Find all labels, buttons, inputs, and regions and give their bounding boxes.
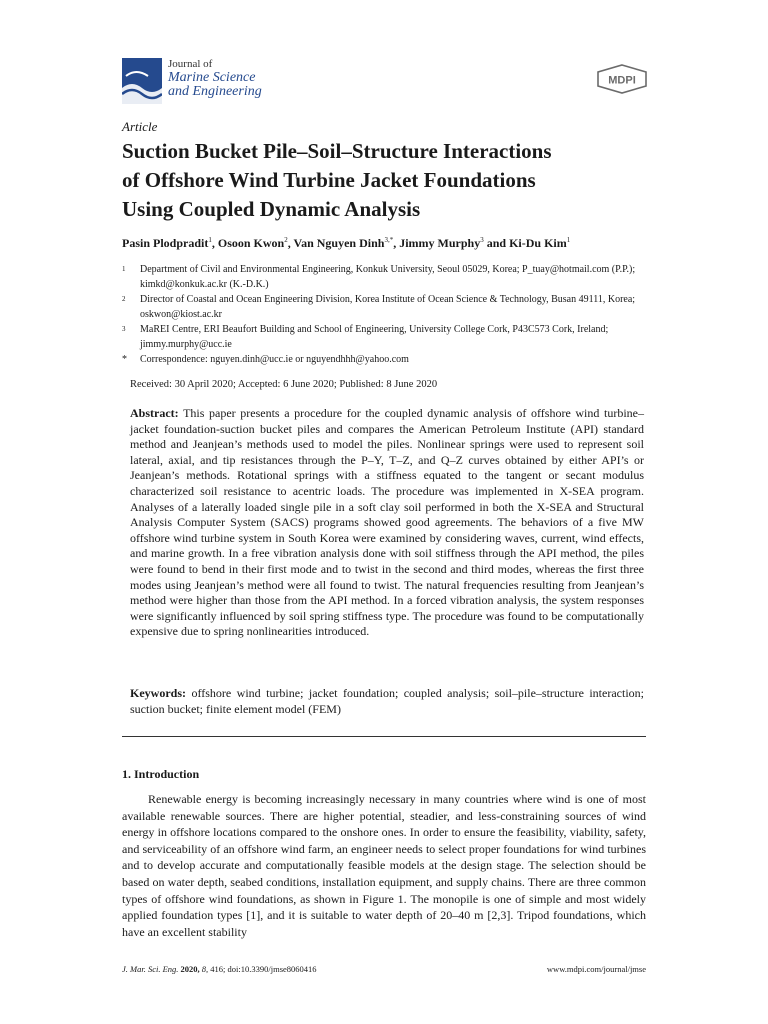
journal-name-line2: and Engineering: [168, 84, 262, 99]
author-name[interactable]: Ki-Du Kim: [509, 236, 567, 250]
introduction-paragraph: Renewable energy is becoming increasingly necessary in many countries where wind is one of most available renewable sources. There are higher potential, steadier, and less-constraining sources of wind energy in offshore locations compared to the onshore ones. In order to ensure the feasibility, viability, safety, and serviceability of an offshore wind farm, an engineer needs to select proper foundations for wind turbines and to develop accurate and computationally feasible models at the design stage. The selection should be based on water depth, seabed conditions, installation equipment, and supply chains. There are three common types of offshore wind foundations, as shown in Figure 1. The monopile is one of simple and most widely applied foundation types [1], and it is suitable to water depth of 20–40 m [2,3]. Tripod foundations, which have an excellent stability: [122, 792, 646, 939]
journal-of-text: Journal of: [168, 58, 213, 70]
author-affiliation-mark: 3: [480, 236, 484, 244]
keywords: [130, 686, 644, 717]
section-heading-introduction: 1. Introduction: [122, 767, 200, 781]
affiliation-item: [122, 292, 652, 322]
affiliation-text: Department of Civil and Environmental Engineering, Konkuk University, Seoul 05029, Korea; P_tuay@hotmail.com (P.P.); kimkd@konkuk.ac.kr (K.-D.K.): [140, 264, 636, 290]
journal-name-line1: Marine Science: [168, 70, 256, 85]
mdpi-logo-icon: [596, 64, 648, 94]
article-title: [122, 137, 642, 224]
footer-citation: [122, 964, 317, 974]
affiliation-number: 1: [122, 265, 126, 273]
author-separator: ,: [287, 236, 294, 250]
footer-journal-abbrev: J. Mar. Sci. Eng.: [122, 964, 179, 974]
author-affiliation-mark: 1: [208, 236, 212, 244]
correspondence-item: [122, 352, 652, 367]
author-affiliation-mark: 2: [284, 236, 288, 244]
author-separator: and: [483, 236, 510, 250]
affiliation-item: [122, 262, 652, 292]
title-line-2: of Offshore Wind Turbine Jacket Foundations: [122, 168, 536, 192]
affiliation-text: Director of Coastal and Ocean Engineering Division, Korea Institute of Ocean Science & Technology, Busan 49111, Korea; oskwon@kiost.ac.kr: [140, 294, 636, 320]
abstract: [130, 406, 644, 640]
author-separator: ,: [211, 236, 218, 250]
affiliation-number: 3: [122, 325, 126, 333]
mdpi-logo[interactable]: [596, 64, 648, 94]
correspondence-mark: *: [122, 354, 127, 365]
affiliation-text: MaREI Centre, ERI Beaufort Building and School of Engineering, University College Cork, P43C573 Cork, Ireland; jimmy.murphy@ucc.ie: [140, 324, 609, 350]
article-type: Article: [122, 119, 158, 134]
journal-title: [168, 58, 262, 99]
author-affiliation-mark: 1: [566, 236, 571, 244]
abstract-text: This paper presents a procedure for the coupled dynamic analysis of offshore wind turbine–jacket foundation-suction bucket piles and compares the American Petroleum Institute (API) standard method and Jeanjean’s methods used to model the piles. Nonlinear springs were used to represent soil lateral, axial, and tip resistances through the P–Y, T–Z, and Q–Z curves obtained by either API’s or Jeanjean’s methods. Rotational springs with a stiffness equated to the tangent or secant modulus characterized soil resistance to acentric loads. The procedure was implemented in X-SEA program. Analyses of a laterally loaded single pile in a soft clay soil performed in both the X-SEA and Structural Analysis Computer System (SACS) programs showed good agreements. The behaviors of a five MW offshore wind turbine system in South Korea were examined by considering waves, current, wind effects, and marine growth. In a free vibration analysis done with soil stiffness through the API method, the piles were found to bend in their first mode and to twist in the second and third modes, whereas the first three modes using Jeanjean’s method were all found to twist. The natural frequencies resulting from Jeanjean’s method were higher than those from the API method. In a forced vibration analysis, the system responses were significantly influenced by soil spring stiffness type. The procedure was found to be computationally expensive due to spring nonlinearities introduced.: [130, 406, 644, 639]
title-line-1: Suction Bucket Pile–Soil–Structure Interactions: [122, 139, 552, 163]
wave-icon: [122, 58, 162, 104]
footer-doi[interactable]: 416; doi:10.3390/jmse8060416: [210, 964, 317, 974]
footer-journal-url[interactable]: www.mdpi.com/journal/jmse: [546, 964, 646, 974]
correspondence-text: Correspondence: nguyen.dinh@ucc.ie or nguyendhhh@yahoo.com: [140, 354, 409, 365]
publication-dates: Received: 30 April 2020; Accepted: 6 June 2020; Published: 8 June 2020: [130, 379, 438, 390]
author-name[interactable]: Osoon Kwon: [217, 236, 285, 250]
section-divider: [122, 736, 646, 737]
author-name[interactable]: Jimmy Murphy: [399, 236, 481, 250]
author-list: [122, 236, 570, 251]
author-separator: ,: [393, 236, 400, 250]
author-name[interactable]: Pasin Plodpradit: [122, 236, 209, 250]
footer-volume: 8,: [201, 964, 209, 974]
keywords-text: offshore wind turbine; jacket foundation; coupled analysis; soil–pile–structure interaction; suction bucket; finite element model (FEM): [130, 686, 644, 716]
abstract-label: Abstract:: [130, 406, 179, 420]
author-name[interactable]: Van Nguyen Dinh: [293, 236, 385, 250]
affiliation-item: [122, 322, 652, 352]
footer-year: 2020,: [180, 964, 200, 974]
mdpi-logo-text: MDPI: [608, 74, 636, 87]
affiliations: [122, 262, 652, 367]
keywords-label: Keywords:: [130, 686, 186, 700]
author-affiliation-mark: 3,*: [384, 236, 394, 244]
journal-logo[interactable]: [122, 58, 262, 104]
title-line-3: Using Coupled Dynamic Analysis: [122, 197, 421, 221]
affiliation-number: 2: [122, 295, 126, 303]
